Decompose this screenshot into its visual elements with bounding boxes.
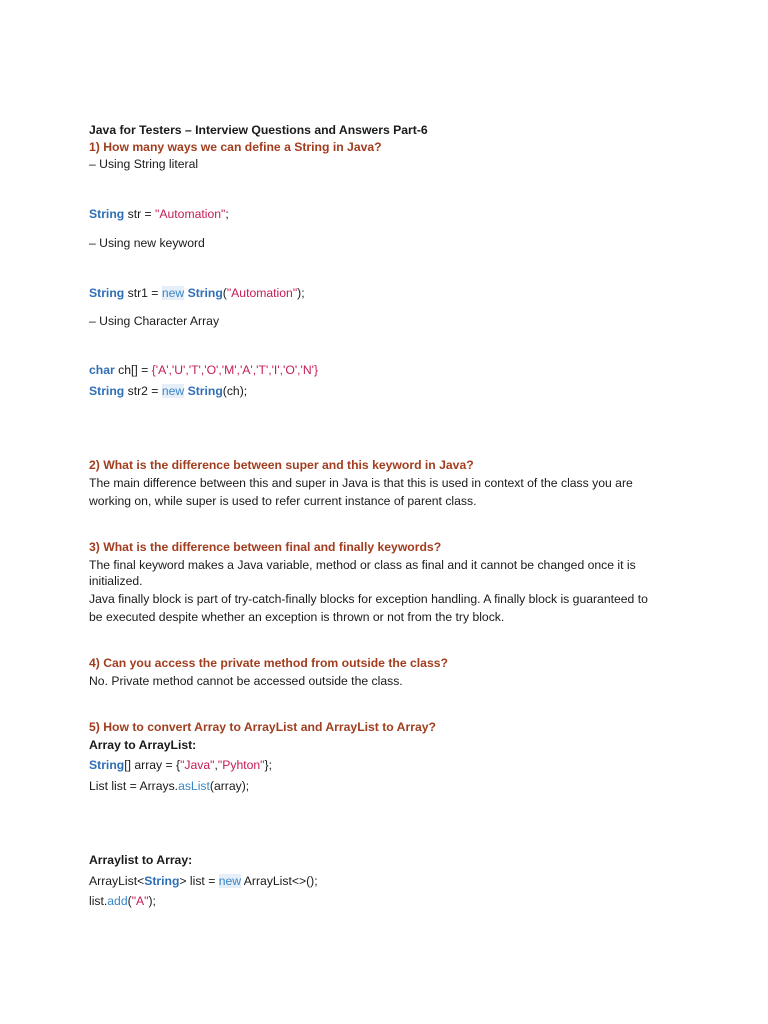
q3-answer-line: be executed despite whether an exception is thrown or not from the try block.	[89, 610, 505, 624]
code-string: {'A','U','T','O','M','A','T','I','O','N'}	[151, 363, 319, 377]
code-text: ArrayList<>();	[241, 874, 318, 888]
code-text: List list = Arrays.	[89, 779, 179, 793]
code-method: add	[107, 894, 128, 908]
q5-code-aslist	[89, 778, 249, 794]
code-type: String	[144, 874, 180, 888]
q5-subheading-array-to-arraylist: Array to ArrayList:	[89, 738, 197, 752]
code-type: String	[187, 384, 223, 398]
code-string: "A"	[131, 894, 149, 908]
code-text: list.	[89, 894, 108, 908]
code-text: (	[222, 286, 227, 300]
code-new-keyword: new	[161, 384, 185, 398]
code-type: char	[89, 363, 115, 377]
q4-answer: No. Private method cannot be accessed outside the class.	[89, 674, 403, 688]
question-4: 4) Can you access the private method from outside the class?	[89, 656, 448, 670]
q3-answer-line: initialized.	[89, 574, 143, 588]
question-3: 3) What is the difference between final and finally keywords?	[89, 540, 442, 554]
q1-code-char-array	[89, 362, 318, 378]
q3-answer-line: Java finally block is part of try-catch-finally blocks for exception handling. A finally block is guaranteed to	[89, 592, 648, 606]
question-5: 5) How to convert Array to ArrayList and ArrayList to Array?	[89, 720, 436, 734]
code-string: "Automation"	[226, 286, 298, 300]
q1-code-literal	[89, 206, 229, 222]
code-text: str1 =	[124, 286, 162, 300]
code-string: "Java"	[180, 758, 215, 772]
code-text: (	[127, 894, 132, 908]
code-text: ,	[214, 758, 218, 772]
code-type: String	[89, 758, 125, 772]
q3-answer-line: The final keyword makes a Java variable, method or class as final and it cannot be changed once it is	[89, 558, 636, 572]
code-text: ch[] =	[114, 363, 152, 377]
code-text: ArrayList<	[89, 874, 145, 888]
document-title: Java for Testers – Interview Questions and Answers Part-6	[89, 123, 428, 137]
code-text: str =	[124, 207, 156, 221]
code-type: String	[89, 384, 125, 398]
code-new-keyword: new	[161, 286, 185, 300]
code-text: str2 =	[124, 384, 162, 398]
q2-answer-line: The main difference between this and super in Java is that this is used in context of the class you are	[89, 476, 633, 490]
code-new-keyword: new	[218, 874, 242, 888]
q1-method-2: – Using new keyword	[89, 236, 205, 250]
code-type: String	[187, 286, 223, 300]
q5-code-arraylist-decl	[89, 873, 318, 889]
q1-method-1: – Using String literal	[89, 157, 199, 171]
question-2: 2) What is the difference between super and this keyword in Java?	[89, 458, 474, 472]
q5-subheading-arraylist-to-array: Arraylist to Array:	[89, 853, 193, 867]
code-string: "Pyhton"	[217, 758, 265, 772]
code-text: };	[264, 758, 272, 772]
code-string: "Automation"	[155, 207, 226, 221]
code-type: String	[89, 286, 125, 300]
code-text: > list =	[179, 874, 219, 888]
code-text: );	[148, 894, 156, 908]
q1-code-string-from-chars	[89, 383, 247, 399]
q1-code-new	[89, 285, 305, 301]
q2-answer-line: working on, while super is used to refer current instance of parent class.	[89, 494, 477, 508]
question-1: 1) How many ways we can define a String in Java?	[89, 140, 382, 154]
code-text: );	[297, 286, 305, 300]
code-text: (ch);	[222, 384, 248, 398]
code-text: ;	[225, 207, 229, 221]
code-text: (array);	[209, 779, 250, 793]
q5-code-list-add	[89, 893, 156, 909]
q1-method-3: – Using Character Array	[89, 314, 220, 328]
code-text: [] array = {	[124, 758, 181, 772]
code-method: asList	[178, 779, 210, 793]
code-type: String	[89, 207, 125, 221]
q5-code-array-decl	[89, 757, 272, 773]
